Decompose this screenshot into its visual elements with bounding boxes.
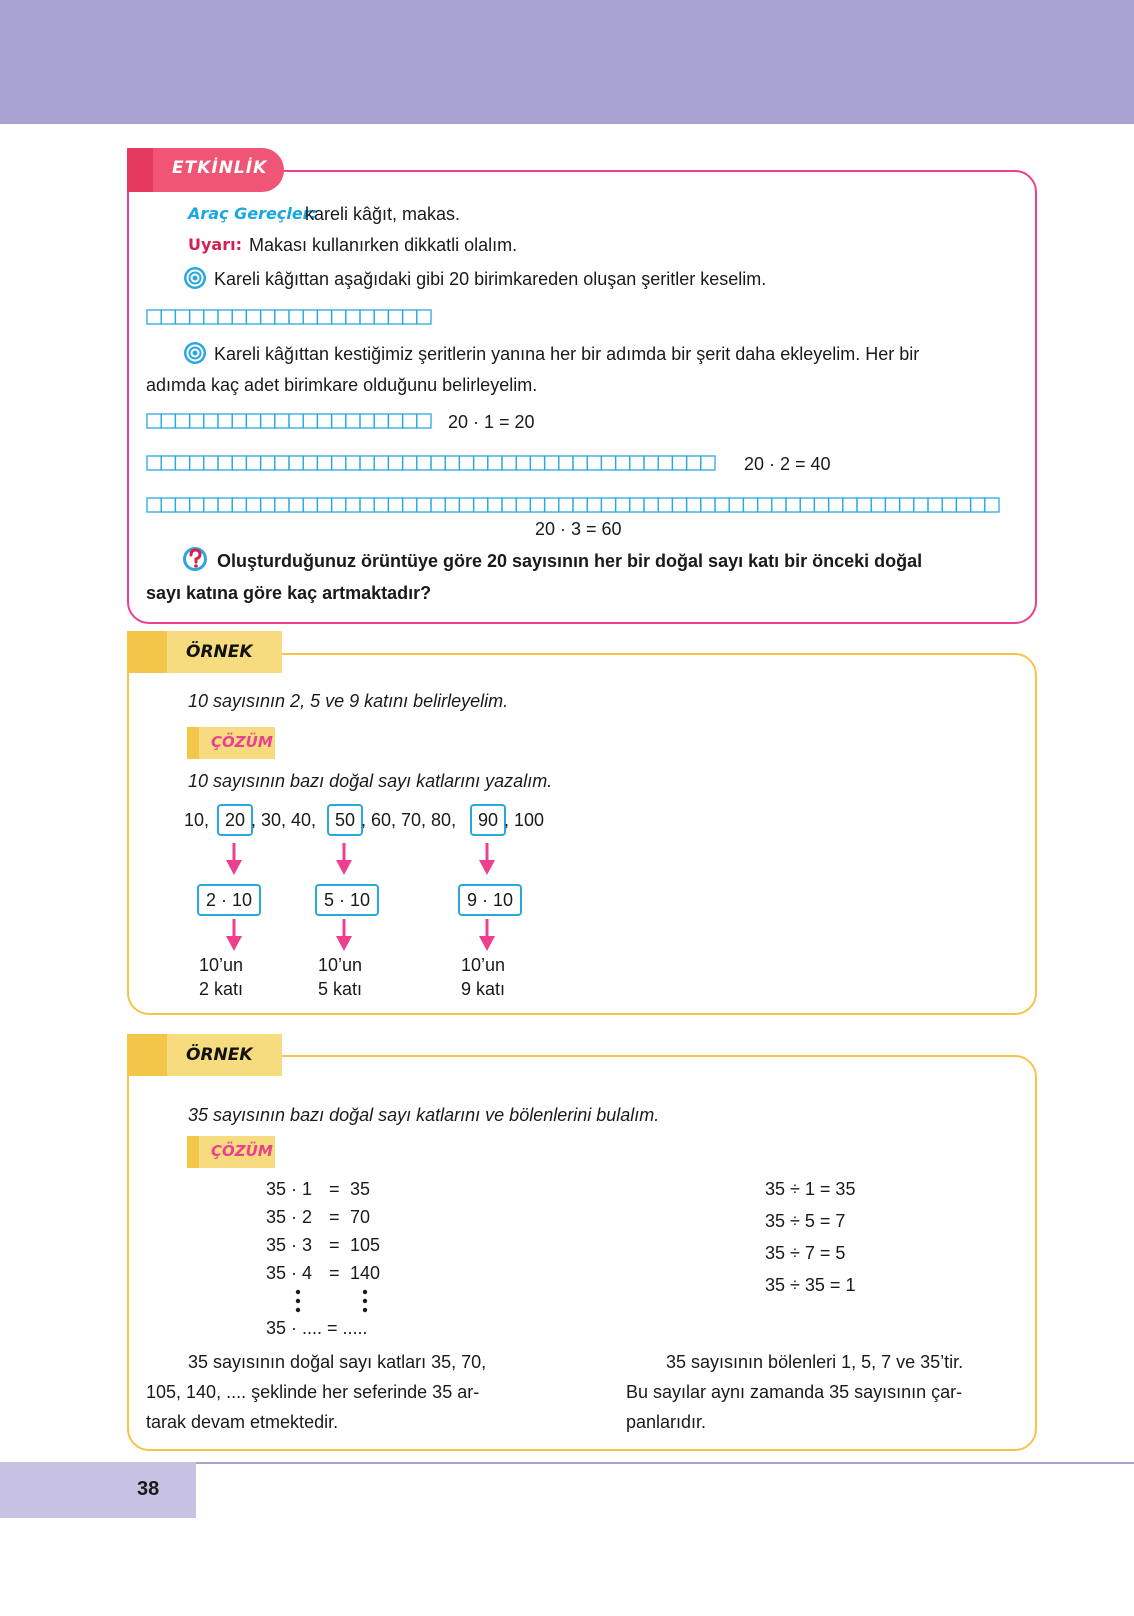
unit-square bbox=[715, 498, 729, 512]
unit-square bbox=[161, 310, 175, 324]
unit-square bbox=[374, 310, 388, 324]
activity-question-line1: Oluşturduğunuz örüntüye göre 20 sayısının her bir doğal sayı katı bir önceki doğal bbox=[217, 551, 923, 571]
grid-strip-20 bbox=[146, 309, 432, 325]
unit-square bbox=[914, 498, 928, 512]
sequence-box-20: 20 bbox=[217, 804, 253, 836]
unit-square bbox=[317, 498, 331, 512]
arrow-down-icon bbox=[478, 843, 496, 875]
unit-square bbox=[530, 498, 544, 512]
unit-square bbox=[403, 456, 417, 470]
unit-square bbox=[601, 498, 615, 512]
sequence-part-a: 10, bbox=[184, 810, 210, 830]
unit-square bbox=[644, 456, 658, 470]
unit-square bbox=[360, 498, 374, 512]
sequence-part-d: , 100 bbox=[504, 810, 545, 830]
multiple-row-right: 70 bbox=[350, 1207, 371, 1227]
unit-square bbox=[204, 414, 218, 428]
unit-square bbox=[729, 498, 743, 512]
unit-square bbox=[403, 310, 417, 324]
unit-square bbox=[289, 414, 303, 428]
unit-square bbox=[332, 456, 346, 470]
unit-square bbox=[360, 310, 374, 324]
unit-square bbox=[800, 498, 814, 512]
division-row: 35 ÷ 5 = 7 bbox=[765, 1211, 846, 1231]
unit-square bbox=[985, 498, 999, 512]
example2-tab-label: ÖRNEK bbox=[186, 1045, 253, 1065]
multiple-row-left: 35 · 2 bbox=[266, 1207, 313, 1227]
unit-square bbox=[616, 456, 630, 470]
unit-square bbox=[332, 498, 346, 512]
unit-square bbox=[161, 414, 175, 428]
unit-square bbox=[190, 310, 204, 324]
product-box-9x10: 9 · 10 bbox=[458, 884, 522, 916]
division-row: 35 ÷ 35 = 1 bbox=[765, 1275, 856, 1295]
multiple-row-right: 105 bbox=[350, 1235, 381, 1255]
unit-square bbox=[204, 498, 218, 512]
unit-square bbox=[261, 310, 275, 324]
unit-square bbox=[616, 498, 630, 512]
multiple-row-eq: = bbox=[329, 1179, 340, 1199]
unit-square bbox=[232, 456, 246, 470]
spiral-bullet-icon bbox=[183, 341, 207, 365]
unit-square bbox=[459, 456, 473, 470]
unit-square bbox=[403, 498, 417, 512]
unit-square bbox=[417, 414, 431, 428]
unit-square bbox=[672, 498, 686, 512]
multiple-row-eq: = bbox=[329, 1207, 340, 1227]
unit-square bbox=[175, 456, 189, 470]
example2-solution-label: ÇÖZÜM bbox=[211, 1142, 273, 1160]
unit-square bbox=[459, 498, 473, 512]
multiples-explanation bbox=[146, 1347, 518, 1437]
divisors-explanation-line: Bu sayılar aynı zamanda 35 sayısının çar- bbox=[626, 1382, 963, 1402]
unit-square bbox=[147, 414, 161, 428]
unit-square bbox=[474, 456, 488, 470]
unit-square bbox=[658, 498, 672, 512]
equation-20x2: 20 · 2 = 40 bbox=[744, 454, 831, 474]
unit-square bbox=[545, 498, 559, 512]
unit-square bbox=[275, 310, 289, 324]
example1-intro: 10 sayısının bazı doğal sayı katlarını yazalım. bbox=[188, 771, 553, 791]
result2-line2: 5 katı bbox=[318, 979, 363, 999]
unit-square bbox=[374, 414, 388, 428]
unit-square bbox=[388, 414, 402, 428]
unit-square bbox=[147, 456, 161, 470]
unit-square bbox=[956, 498, 970, 512]
header-band bbox=[0, 0, 1134, 124]
result2-line1: 10’un bbox=[318, 955, 363, 975]
unit-square bbox=[530, 456, 544, 470]
unit-square bbox=[971, 498, 985, 512]
footer-divider bbox=[196, 1462, 1134, 1464]
result1-line1: 10’un bbox=[199, 955, 244, 975]
materials-text: kareli kâğıt, makas. bbox=[305, 204, 461, 224]
result3-line1: 10’un bbox=[461, 955, 506, 975]
unit-square bbox=[644, 498, 658, 512]
multiple-row-left: 35 · 1 bbox=[266, 1179, 313, 1199]
arrow-down-icon bbox=[335, 843, 353, 875]
unit-square bbox=[545, 456, 559, 470]
unit-square bbox=[218, 456, 232, 470]
unit-square bbox=[360, 414, 374, 428]
arrow-down-icon bbox=[225, 919, 243, 951]
unit-square bbox=[275, 498, 289, 512]
unit-square bbox=[900, 498, 914, 512]
unit-square bbox=[204, 310, 218, 324]
unit-square bbox=[516, 456, 530, 470]
unit-square bbox=[445, 498, 459, 512]
unit-square bbox=[942, 498, 956, 512]
unit-square bbox=[317, 456, 331, 470]
unit-square bbox=[601, 456, 615, 470]
unit-square bbox=[374, 498, 388, 512]
multiple-row-left: 35 · 3 bbox=[266, 1235, 313, 1255]
activity-step1: Kareli kâğıttan aşağıdaki gibi 20 birimkareden oluşan şeritler keselim. bbox=[214, 269, 767, 289]
example1-solution-label: ÇÖZÜM bbox=[211, 733, 273, 751]
unit-square bbox=[658, 456, 672, 470]
unit-square bbox=[431, 498, 445, 512]
unit-square bbox=[147, 498, 161, 512]
unit-square bbox=[190, 456, 204, 470]
unit-square bbox=[573, 456, 587, 470]
warning-label: Uyarı: bbox=[188, 235, 242, 254]
warning-text: Makası kullanırken dikkatli olalım. bbox=[249, 235, 518, 255]
result3-line2: 9 katı bbox=[461, 979, 506, 999]
unit-square bbox=[857, 498, 871, 512]
division-row: 35 ÷ 7 = 5 bbox=[765, 1243, 846, 1263]
unit-square bbox=[687, 456, 701, 470]
grid-strip-60 bbox=[146, 497, 1000, 513]
unit-square bbox=[388, 456, 402, 470]
unit-square bbox=[346, 456, 360, 470]
unit-square bbox=[332, 414, 346, 428]
unit-square bbox=[303, 456, 317, 470]
product-box-2x10: 2 · 10 bbox=[197, 884, 261, 916]
unit-square bbox=[559, 498, 573, 512]
unit-square bbox=[502, 456, 516, 470]
unit-square bbox=[786, 498, 800, 512]
spiral-bullet-icon bbox=[183, 266, 207, 290]
multiples-explanation-line: 35 sayısının doğal sayı katları 35, 70, bbox=[188, 1352, 487, 1372]
activity-tab-label: ETKİNLİK bbox=[172, 158, 268, 178]
unit-square bbox=[218, 498, 232, 512]
unit-square bbox=[275, 414, 289, 428]
multiples-explanation-line: 105, 140, .... şeklinde her seferinde 35 ar- bbox=[146, 1382, 480, 1402]
divisors-explanation-line: panlarıdır. bbox=[626, 1412, 707, 1432]
vertical-ellipsis-icon bbox=[362, 1289, 368, 1313]
activity-question-line2: sayı katına göre kaç artmaktadır? bbox=[146, 583, 432, 603]
sequence-part-c: , 60, 70, 80, bbox=[361, 810, 457, 830]
unit-square bbox=[346, 414, 360, 428]
unit-square bbox=[431, 456, 445, 470]
unit-square bbox=[843, 498, 857, 512]
page-number: 38 bbox=[137, 1478, 160, 1500]
equation-20x3: 20 · 3 = 60 bbox=[535, 519, 622, 539]
arrow-down-icon bbox=[225, 843, 243, 875]
unit-square bbox=[232, 310, 246, 324]
unit-square bbox=[261, 498, 275, 512]
unit-square bbox=[630, 498, 644, 512]
unit-square bbox=[701, 456, 715, 470]
result1-line2: 2 katı bbox=[199, 979, 244, 999]
unit-square bbox=[161, 456, 175, 470]
unit-square bbox=[175, 498, 189, 512]
example1-question: 10 sayısının 2, 5 ve 9 katını belirleyelim. bbox=[188, 691, 509, 711]
unit-square bbox=[687, 498, 701, 512]
unit-square bbox=[289, 456, 303, 470]
unit-square bbox=[232, 498, 246, 512]
division-row: 35 ÷ 1 = 35 bbox=[765, 1179, 856, 1199]
unit-square bbox=[246, 414, 260, 428]
divisors-explanation-line: 35 sayısının bölenleri 1, 5, 7 ve 35’tir. bbox=[666, 1352, 964, 1372]
activity-step2-line2: adımda kaç adet birimkare olduğunu belirleyelim. bbox=[146, 375, 538, 395]
multiple-row-eq: = bbox=[329, 1263, 340, 1283]
multiples-explanation-line: tarak devam etmektedir. bbox=[146, 1412, 339, 1432]
sequence-box-90: 90 bbox=[470, 804, 506, 836]
unit-square bbox=[232, 414, 246, 428]
unit-square bbox=[218, 310, 232, 324]
equation-20x1: 20 · 1 = 20 bbox=[448, 412, 535, 432]
unit-square bbox=[417, 310, 431, 324]
divisors-explanation bbox=[626, 1347, 1016, 1437]
unit-square bbox=[246, 456, 260, 470]
unit-square bbox=[303, 498, 317, 512]
unit-square bbox=[885, 498, 899, 512]
materials-label: Araç Gereçler: bbox=[188, 204, 317, 223]
unit-square bbox=[360, 456, 374, 470]
unit-square bbox=[289, 498, 303, 512]
unit-square bbox=[587, 498, 601, 512]
unit-square bbox=[559, 456, 573, 470]
unit-square bbox=[630, 456, 644, 470]
question-icon bbox=[182, 545, 208, 573]
unit-square bbox=[388, 498, 402, 512]
unit-square bbox=[346, 310, 360, 324]
unit-square bbox=[417, 456, 431, 470]
unit-square bbox=[445, 456, 459, 470]
example1-tab-label: ÖRNEK bbox=[186, 642, 253, 662]
unit-square bbox=[871, 498, 885, 512]
sequence-part-b: , 30, 40, bbox=[251, 810, 317, 830]
activity-step2-line1: Kareli kâğıttan kestiğimiz şeritlerin yanına her bir adımda bir şerit daha ekleyelim. Her bir bbox=[214, 344, 920, 364]
unit-square bbox=[758, 498, 772, 512]
grid-strip-20 bbox=[146, 413, 432, 429]
unit-square bbox=[317, 310, 331, 324]
unit-square bbox=[261, 456, 275, 470]
unit-square bbox=[275, 456, 289, 470]
sequence-box-50: 50 bbox=[327, 804, 363, 836]
unit-square bbox=[573, 498, 587, 512]
unit-square bbox=[417, 498, 431, 512]
unit-square bbox=[175, 414, 189, 428]
unit-square bbox=[502, 498, 516, 512]
unit-square bbox=[289, 310, 303, 324]
unit-square bbox=[303, 414, 317, 428]
unit-square bbox=[587, 456, 601, 470]
unit-square bbox=[474, 498, 488, 512]
unit-square bbox=[829, 498, 843, 512]
arrow-down-icon bbox=[335, 919, 353, 951]
unit-square bbox=[672, 456, 686, 470]
unit-square bbox=[332, 310, 346, 324]
unit-square bbox=[204, 456, 218, 470]
example2-question: 35 sayısının bazı doğal sayı katlarını ve bölenlerini bulalım. bbox=[188, 1105, 660, 1125]
unit-square bbox=[516, 498, 530, 512]
unit-square bbox=[175, 310, 189, 324]
unit-square bbox=[303, 310, 317, 324]
grid-strip-40 bbox=[146, 455, 716, 471]
unit-square bbox=[147, 310, 161, 324]
unit-square bbox=[743, 498, 757, 512]
unit-square bbox=[772, 498, 786, 512]
unit-square bbox=[488, 456, 502, 470]
product-box-5x10: 5 · 10 bbox=[315, 884, 379, 916]
unit-square bbox=[346, 498, 360, 512]
arrow-down-icon bbox=[478, 919, 496, 951]
multiple-row-last: 35 · .... = ..... bbox=[266, 1318, 368, 1338]
unit-square bbox=[218, 414, 232, 428]
multiple-row-right: 140 bbox=[350, 1263, 381, 1283]
unit-square bbox=[190, 414, 204, 428]
vertical-ellipsis-icon bbox=[295, 1289, 301, 1313]
unit-square bbox=[261, 414, 275, 428]
unit-square bbox=[317, 414, 331, 428]
multiple-row-left: 35 · 4 bbox=[266, 1263, 313, 1283]
unit-square bbox=[928, 498, 942, 512]
multiple-row-right: 35 bbox=[350, 1179, 371, 1199]
unit-square bbox=[388, 310, 402, 324]
unit-square bbox=[190, 498, 204, 512]
unit-square bbox=[246, 498, 260, 512]
unit-square bbox=[488, 498, 502, 512]
unit-square bbox=[403, 414, 417, 428]
unit-square bbox=[374, 456, 388, 470]
unit-square bbox=[701, 498, 715, 512]
page-number-tab bbox=[0, 1462, 196, 1518]
unit-square bbox=[246, 310, 260, 324]
unit-square bbox=[814, 498, 828, 512]
unit-square bbox=[161, 498, 175, 512]
multiple-row-eq: = bbox=[329, 1235, 340, 1255]
